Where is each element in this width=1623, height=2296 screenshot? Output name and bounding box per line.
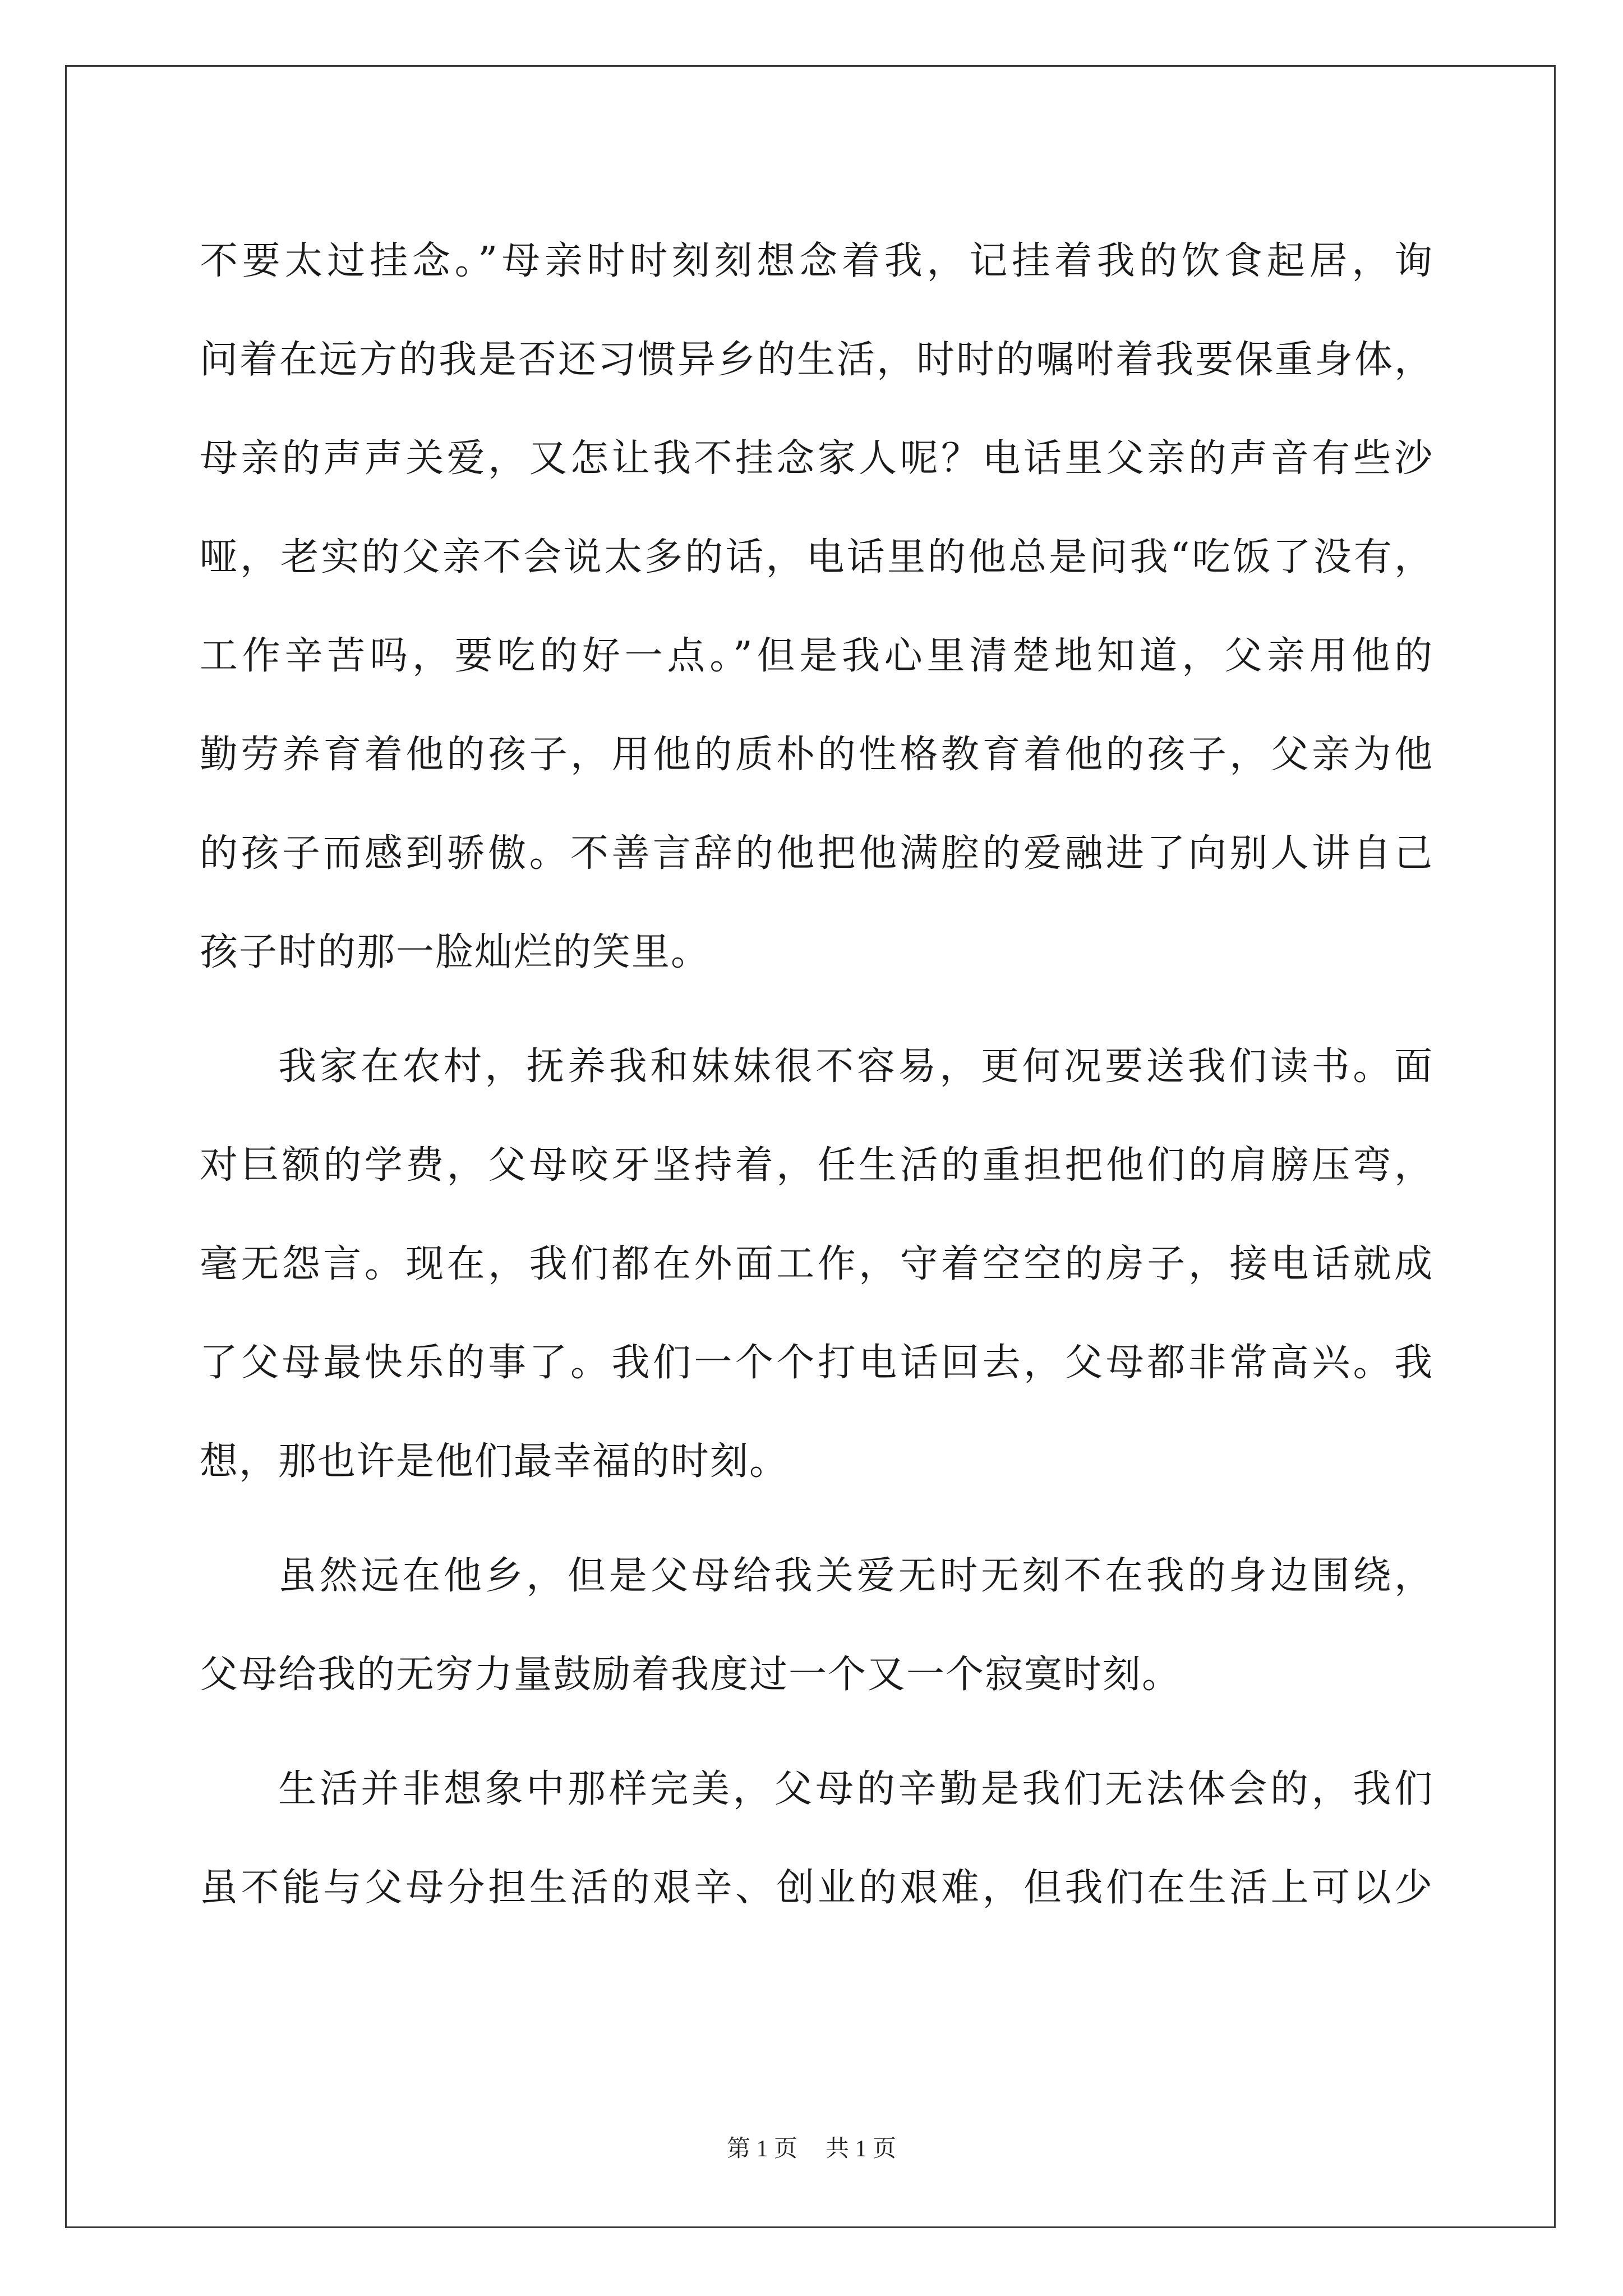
text-line: 虽不能与父母分担生活的艰辛、创业的艰难，但我们在生活上可以少 <box>200 1866 1433 1910</box>
text-line: 了父母最快乐的事了。我们一个个打电话回去，父母都非常高兴。我 <box>200 1341 1433 1385</box>
text-line: 的孩子而感到骄傲。不善言辞的他把他满腔的爱融进了向别人讲自己 <box>200 831 1433 876</box>
document-body <box>200 212 1433 1938</box>
text-line: 生活并非想象中那样完美，父母的辛勤是我们无法体会的，我们 <box>278 1767 1433 1811</box>
paragraph-3 <box>200 1527 1433 1724</box>
text-line: 工作辛苦吗，要吃的好一点。”但是我心里清楚地知道，父亲用他的 <box>200 634 1433 678</box>
paragraph-2 <box>200 1018 1433 1511</box>
paragraph-1 <box>200 212 1433 1002</box>
text-line: 想，那也许是他们最幸福的时刻。 <box>200 1439 789 1484</box>
paragraph-4 <box>200 1740 1433 1938</box>
text-line: 我家在农村，抚养我和妹妹很不容易，更何况要送我们读书。面 <box>278 1045 1433 1089</box>
text-line: 勤劳养育着他的孩子，用他的质朴的性格教育着他的孩子，父亲为他 <box>200 733 1433 777</box>
text-line: 虽然远在他乡，但是父母给我关爱无时无刻不在我的身边围绕， <box>278 1554 1433 1598</box>
text-line: 哑，老实的父亲不会说太多的话，电话里的他总是问我“吃饭了没有， <box>200 535 1433 579</box>
page-total: 共 1 页 <box>826 2136 897 2162</box>
text-line: 对巨额的学费，父母咬牙坚持着，任生活的重担把他们的肩膀压弯， <box>200 1143 1433 1188</box>
page-footer <box>0 2130 1623 2164</box>
text-line: 母亲的声声关爱，又怎让我不挂念家人呢？电话里父亲的声音有些沙 <box>200 436 1433 481</box>
text-line: 问着在远方的我是否还习惯异乡的生活，时时的嘱咐着我要保重身体， <box>200 338 1433 382</box>
page-number: 第 1 页 <box>726 2136 797 2162</box>
text-line: 毫无怨言。现在，我们都在外面工作，守着空空的房子，接电话就成 <box>200 1242 1433 1286</box>
text-line: 不要太过挂念。”母亲时时刻刻想念着我，记挂着我的饮食起居，询 <box>200 239 1433 283</box>
text-line: 父母给我的无穷力量鼓励着我度过一个又一个寂寞时刻。 <box>200 1653 1182 1697</box>
text-line: 孩子时的那一脸灿烂的笑里。 <box>200 930 711 974</box>
